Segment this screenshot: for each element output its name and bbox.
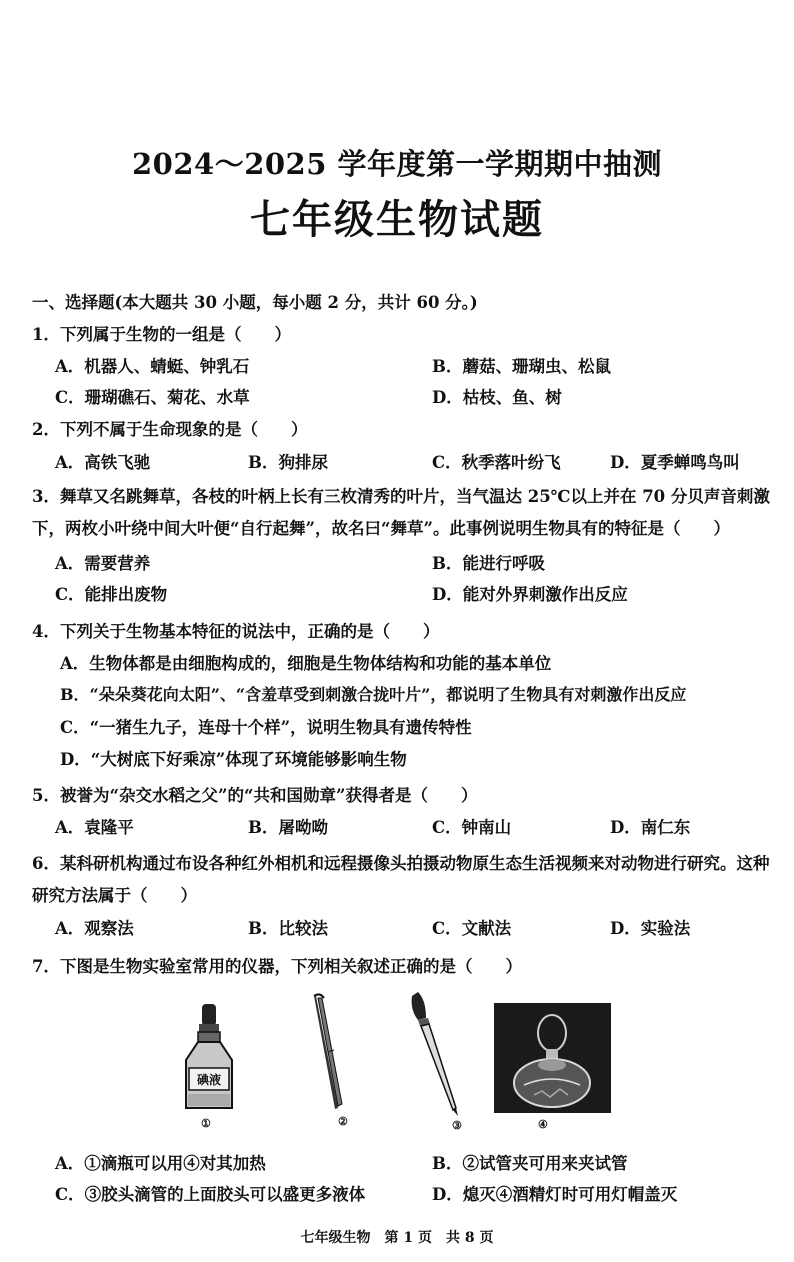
question-7-option-c: C．③胶头滴管的上面胶头可以盛更多液体 (55, 1185, 366, 1204)
question-6-option-a: A．观察法 (55, 919, 134, 938)
bottle-label: 碘液 (196, 1073, 222, 1087)
question-5-option-c: C．钟南山 (432, 818, 512, 837)
dropper-bottle-icon (178, 1002, 240, 1114)
question-4-option-a: A．生物体都是由细胞构成的，细胞是生物体结构和功能的基本单位 (60, 654, 552, 673)
question-5-option-a: A．袁隆平 (55, 818, 134, 837)
question-2-option-d: D．夏季蝉鸣鸟叫 (610, 453, 740, 472)
section-heading: 一、选择题(本大题共 30 小题，每小题 2 分，共计 60 分。) (32, 293, 478, 312)
question-5-option-d: D．南仁东 (610, 818, 691, 837)
question-1-stem: 1．下列属于生物的一组是（ ） (32, 325, 291, 344)
question-1-option-b: B．蘑菇、珊瑚虫、松鼠 (432, 357, 611, 376)
question-7-option-d: D．熄灭④酒精灯时可用灯帽盖灭 (432, 1185, 678, 1204)
question-1-option-d: D．枯枝、鱼、树 (432, 388, 562, 407)
question-6-option-c: C．文献法 (432, 919, 512, 938)
question-7-option-a: A．①滴瓶可以用④对其加热 (55, 1154, 266, 1173)
page-footer: 七年级生物 第 1 页 共 8 页 (300, 1230, 494, 1246)
question-5-stem: 5．被誉为“杂交水稻之父”的“共和国勋章”获得者是（ ） (32, 786, 478, 805)
subject-title: 七年级生物试题 (250, 196, 544, 243)
question-2-option-b: B．狗排尿 (248, 453, 328, 472)
question-3-option-b: B．能进行呼吸 (432, 554, 545, 573)
figure-label-4: ④ (538, 1118, 548, 1131)
question-2-option-c: C．秋季落叶纷飞 (432, 453, 561, 472)
question-3-option-d: D．能对外界刺激作出反应 (432, 585, 628, 604)
question-7-option-b: B．②试管夹可用来夹试管 (432, 1154, 628, 1173)
question-4-option-c: C．“一猪生九子，连母十个样”，说明生物具有遗传特性 (60, 718, 472, 737)
question-6-stem: 6．某科研机构通过布设各种红外相机和远程摄像头拍摄动物原生态生活视频来对动物进行研究。这种研究方法属于（ ） (32, 854, 770, 905)
figure-label-2: ② (338, 1115, 348, 1128)
question-2-option-a: A．高铁飞驰 (55, 453, 151, 472)
question-4-stem: 4．下列关于生物基本特征的说法中，正确的是（ ） (32, 622, 440, 641)
question-2-stem: 2．下列不属于生命现象的是（ ） (32, 420, 308, 439)
question-5-option-b: B．屠呦呦 (248, 818, 328, 837)
question-3-stem: 3．舞草又名跳舞草，各枝的叶柄上长有三枚清秀的叶片，当气温达 25℃以上并在 70 分贝声音刺激下，两枚小叶绕中间大叶便“自行起舞”，故名曰“舞草”。此事例说明生物具有的特征是（ ） (32, 487, 770, 538)
question-1-option-a: A．机器人、蜻蜓、钟乳石 (55, 357, 250, 376)
question-7-stem: 7．下图是生物实验室常用的仪器，下列相关叙述正确的是（ ） (32, 957, 522, 976)
question-3-option-c: C．能排出废物 (55, 585, 168, 604)
dropper-pipette-icon (404, 990, 470, 1120)
question-6-option-d: D．实验法 (610, 919, 691, 938)
question-3-option-a: A．需要营养 (55, 554, 151, 573)
test-tube-holder-icon (300, 992, 360, 1112)
question-4-option-d: D．“大树底下好乘凉”体现了环境能够影响生物 (60, 750, 407, 769)
question-4-option-b: B．“朵朵葵花向太阳”、“含羞草受到刺激合拢叶片”，都说明了生物具有对刺激作出反应 (60, 685, 687, 704)
figure-label-3: ③ (452, 1119, 462, 1132)
alcohol-lamp-photo (494, 1003, 611, 1113)
question-6-option-b: B．比较法 (248, 919, 328, 938)
figure-label-1: ① (201, 1117, 211, 1130)
question-1-option-c: C．珊瑚礁石、菊花、水草 (55, 388, 250, 407)
exam-title: 2024～2025 学年度第一学期期中抽测 (131, 147, 663, 181)
